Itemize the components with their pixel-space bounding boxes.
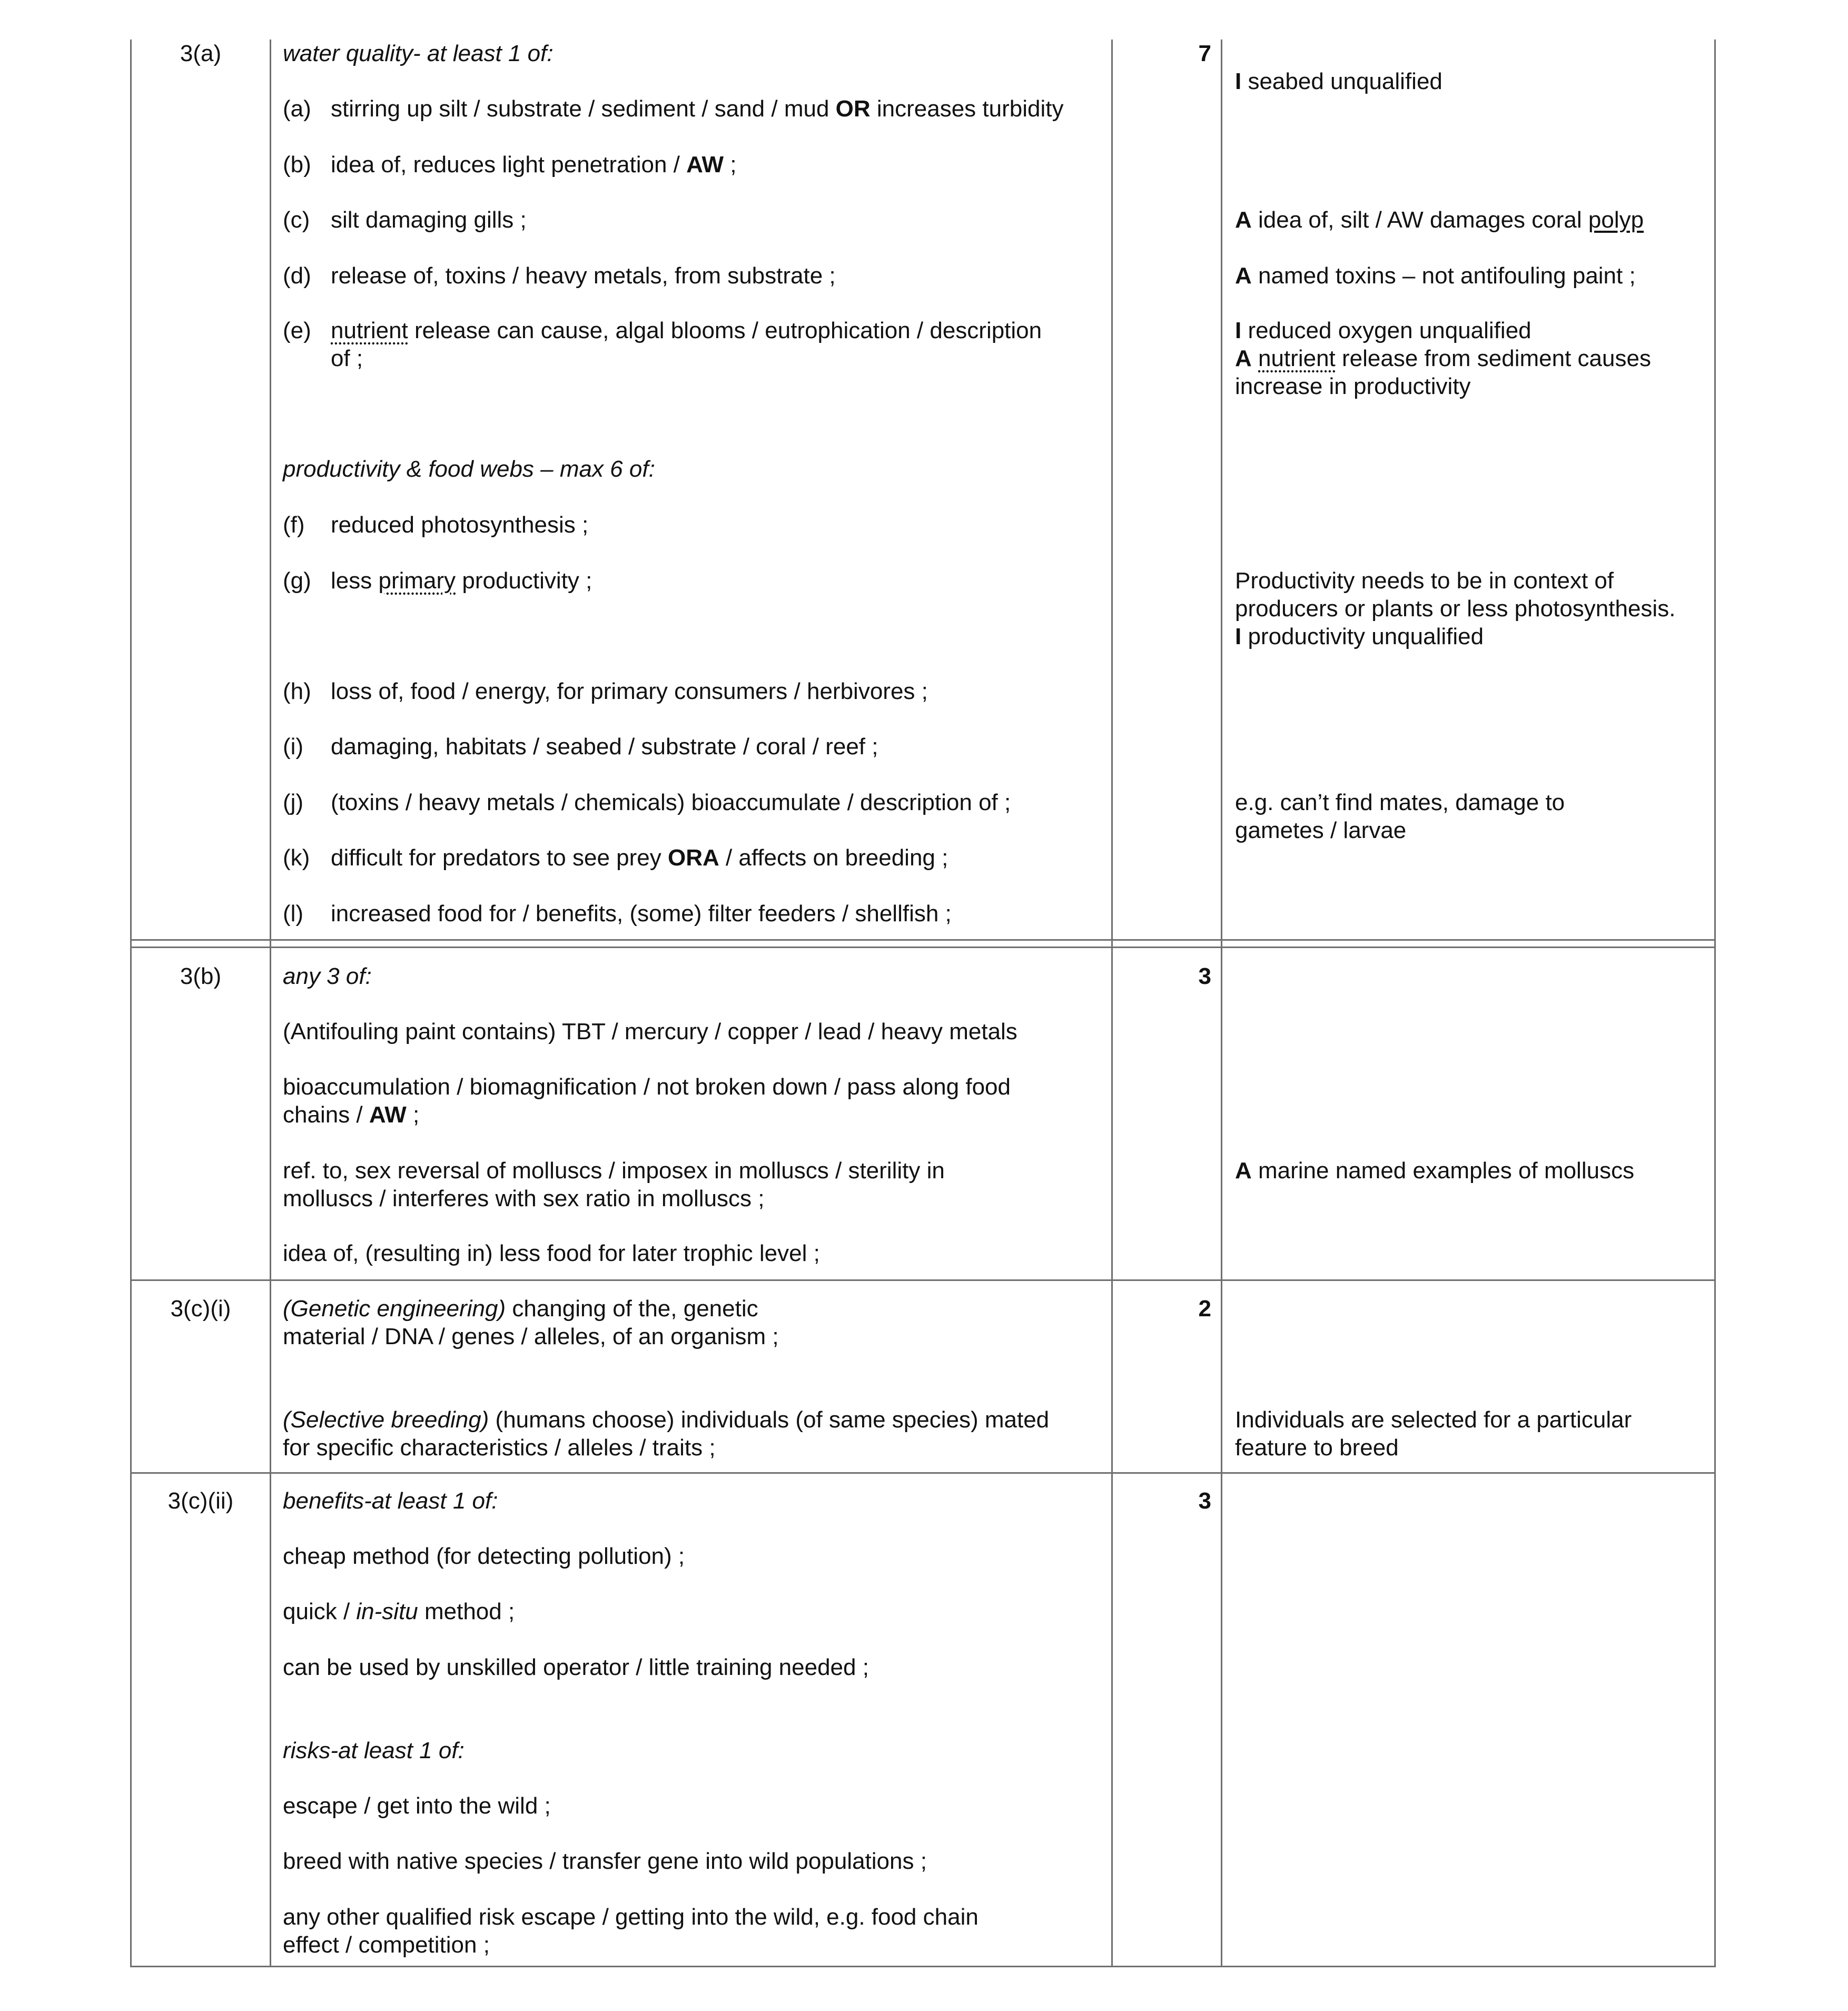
answer-item [331,151,736,179]
marks-value: 2 [1198,1296,1211,1322]
answer-text: (Selective breeding) [283,1407,489,1433]
answer-text: release can cause, algal blooms / eutrophication / description [408,318,1042,343]
guidance-note: e.g. can’t find mates, damage to [1235,790,1565,815]
answer-text: changing of the, genetic [506,1296,758,1322]
answer-text: nutrient [331,318,408,343]
guidance-text: productivity unqualified [1241,624,1484,649]
answer-item [331,317,1042,344]
answer-line-continued: molluscs / interferes with sex ratio in molluscs ; [283,1186,765,1211]
answer-line: escape / get into the wild ; [283,1793,551,1819]
answer-line: (Antifouling paint contains) TBT / mercury / copper / lead / heavy metals [283,1019,1017,1044]
answer-item: increased food for / benefits, (some) filter feeders / shellfish ; [331,901,952,926]
answer-text: (Genetic engineering) [283,1296,506,1322]
guidance-text: I [1235,318,1242,343]
answer-item: (toxins / heavy metals / chemicals) bioaccumulate / description of ; [331,790,1011,815]
guidance-note: Productivity needs to be in context of [1235,568,1614,594]
guidance-text: A [1235,346,1252,371]
item-label: (j) [283,790,304,815]
answer-text: less [331,568,379,594]
item-label: (f) [283,512,305,538]
answer-line-continued: material / DNA / genes / alleles, of an organism ; [283,1324,779,1349]
row-divider-double-top [130,939,1716,941]
guidance-text: seabed unqualified [1241,68,1442,94]
item-label: (c) [283,207,310,233]
answer-text: ; [406,1102,420,1128]
guidance-text: A [1235,1158,1252,1184]
answer-line-continued: effect / competition ; [283,1932,490,1958]
guidance-text: polyp [1588,207,1644,233]
guidance-text: marine named examples of molluscs [1251,1158,1635,1184]
section-heading: water quality- at least 1 of: [283,41,554,66]
guidance-note-continued: feature to breed [1235,1435,1399,1461]
answer-text: ORA [667,845,719,871]
answer-line [283,1406,1049,1434]
section-heading: risks-at least 1 of: [283,1738,465,1763]
guidance-note-continued: gametes / larvae [1235,817,1407,843]
answer-text: quick / [283,1599,357,1624]
guidance-note [1235,344,1651,372]
answer-text: OR [835,96,871,122]
answer-text: in-situ [356,1599,418,1624]
guidance-text: release from sediment causes [1335,346,1651,371]
item-label: (a) [283,96,311,122]
guidance-note [1235,67,1442,95]
answer-line: bioaccumulation / biomagnification / not broken down / pass along food [283,1074,1011,1100]
item-label: (l) [283,901,304,926]
answer-text: / affects on breeding ; [719,845,948,871]
section-heading: productivity & food webs – max 6 of: [283,456,655,482]
answer-text: method ; [418,1599,515,1624]
answer-line: idea of, (resulting in) less food for later trophic level ; [283,1240,820,1266]
answer-text: AW [686,152,724,178]
guidance-note: Individuals are selected for a particular [1235,1407,1632,1433]
question-number: 3(a) [180,41,222,66]
answer-text: idea of, reduces light penetration / [331,152,687,178]
row-divider [130,1472,1716,1474]
answer-text: (humans choose) individuals (of same species) mated [489,1407,1050,1433]
item-label: (g) [283,568,311,594]
guidance-note [1235,1157,1634,1185]
answer-item-continued: of ; [331,346,363,371]
answer-item: silt damaging gills ; [331,207,527,233]
column-divider-2 [1111,40,1113,1967]
answer-line-continued [283,1101,419,1129]
item-label: (d) [283,263,311,289]
question-number: 3(c)(i) [170,1296,231,1322]
table-border-left [130,40,132,1967]
guidance-text: idea of, silt / AW damages coral [1251,207,1588,233]
answer-item: reduced photosynthesis ; [331,512,589,538]
question-number: 3(c)(ii) [167,1488,234,1514]
guidance-note [1235,206,1644,234]
item-label: (i) [283,734,304,760]
answer-line [283,1598,515,1625]
answer-text: AW [369,1102,407,1128]
guidance-note-continued: producers or plants or less photosynthesis. [1235,596,1676,622]
guidance-note-continued [1235,623,1484,650]
guidance-text: reduced oxygen unqualified [1241,318,1531,343]
answer-item: loss of, food / energy, for primary consumers / herbivores ; [331,678,928,704]
guidance-text: I [1235,68,1242,94]
answer-item [331,95,1063,123]
answer-text: increases turbidity [870,96,1064,122]
marks-value: 3 [1198,1488,1211,1514]
answer-text: stirring up silt / substrate / sediment / sand / mud [331,96,836,122]
answer-item [331,844,948,872]
answer-line: cheap method (for detecting pollution) ; [283,1543,685,1569]
section-heading: benefits-at least 1 of: [283,1488,498,1514]
table-border-bottom [130,1966,1716,1967]
guidance-note [1235,317,1531,344]
guidance-note-continued: increase in productivity [1235,373,1471,399]
answer-text: chains / [283,1102,369,1128]
question-number: 3(b) [180,963,222,989]
answer-text: primary [378,568,456,594]
answer-line-continued: for specific characteristics / alleles / traits ; [283,1435,716,1461]
guidance-text: I [1235,624,1242,649]
answer-text: ; [724,152,737,178]
marks-value: 7 [1198,41,1211,66]
guidance-note [1235,262,1636,290]
answer-item [331,567,592,595]
answer-item: release of, toxins / heavy metals, from substrate ; [331,263,836,289]
item-label: (h) [283,678,311,704]
answer-line: any other qualified risk escape / getting into the wild, e.g. food chain [283,1904,979,1930]
answer-item: damaging, habitats / seabed / substrate / coral / reef ; [331,734,878,760]
guidance-text: A [1235,263,1252,289]
item-label: (k) [283,845,310,871]
item-label: (e) [283,318,311,343]
answer-line: ref. to, sex reversal of molluscs / imposex in molluscs / sterility in [283,1158,945,1184]
item-label: (b) [283,152,311,178]
row-divider-double-bottom [130,947,1716,948]
column-divider-3 [1221,40,1222,1967]
row-divider [130,1279,1716,1281]
answer-line: can be used by unskilled operator / little training needed ; [283,1654,869,1680]
section-heading: any 3 of: [283,963,372,989]
guidance-text: named toxins – not antifouling paint ; [1251,263,1636,289]
column-divider-1 [270,40,271,1967]
marks-value: 3 [1198,963,1211,989]
answer-line: breed with native species / transfer gene into wild populations ; [283,1848,927,1874]
answer-line [283,1295,758,1323]
guidance-text: nutrient [1258,346,1336,371]
table-border-right [1714,40,1716,1967]
answer-text: difficult for predators to see prey [331,845,668,871]
answer-text: productivity ; [456,568,592,594]
guidance-text: A [1235,207,1252,233]
